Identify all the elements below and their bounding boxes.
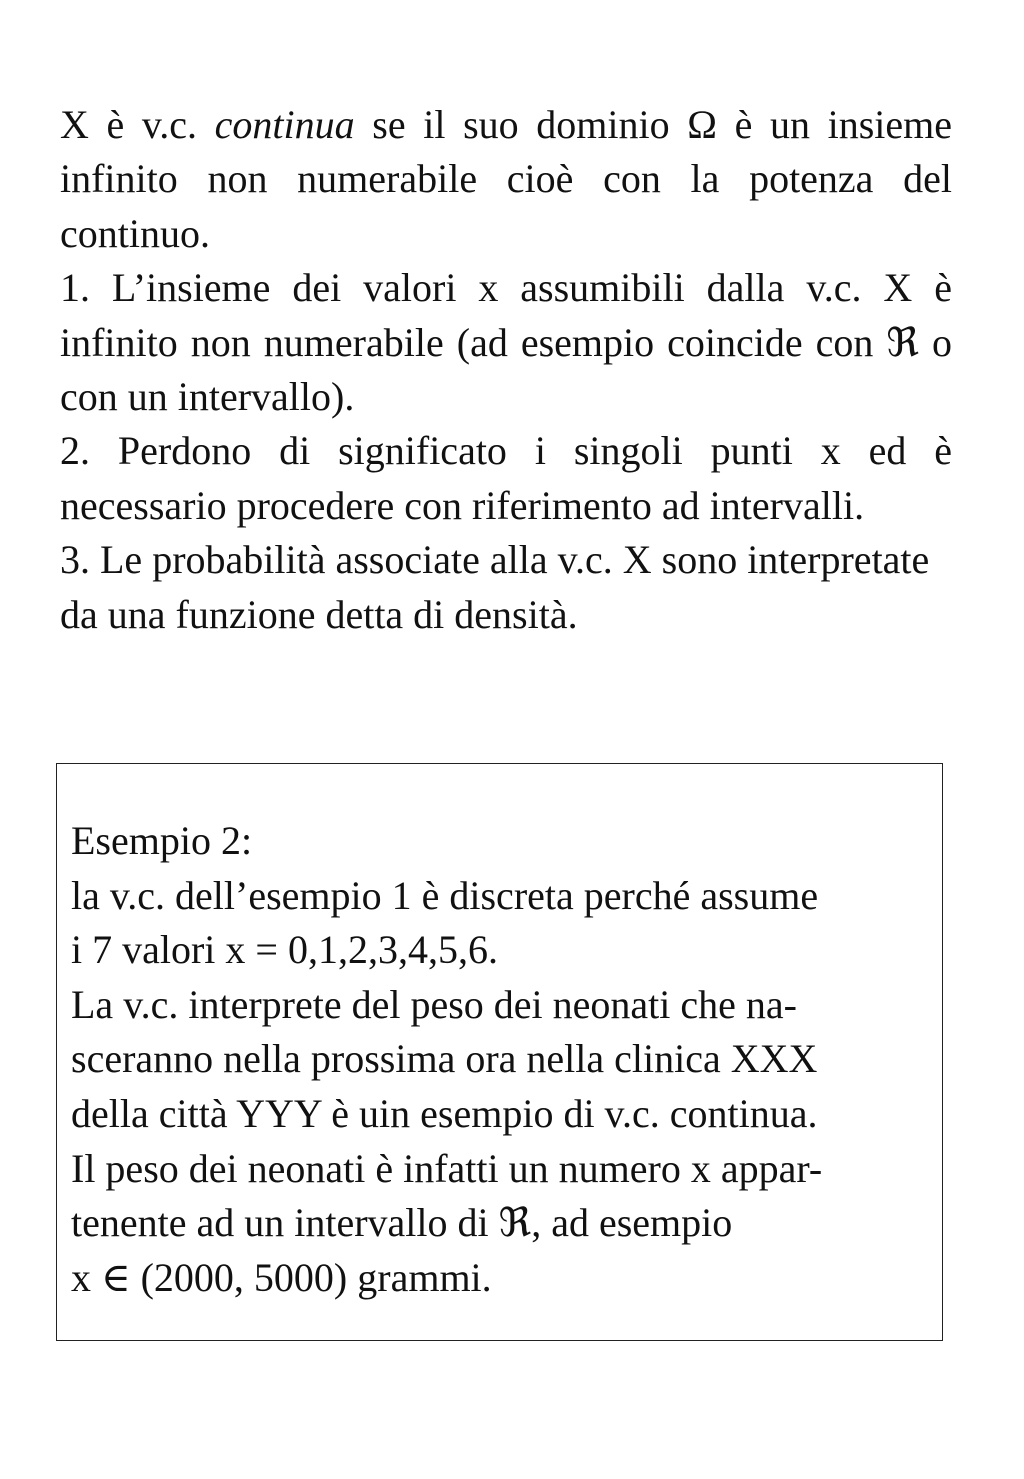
definition-intro-prefix: X è v.c. — [60, 102, 215, 147]
example-line: x ∈ (2000, 5000) grammi. — [71, 1254, 492, 1300]
example-line: sceranno nella prossima ora nella clinica XXX — [71, 1036, 818, 1082]
point-2: 2. Perdono di significato i singoli punti x ed è necessario procedere con riferimento ad intervalli. — [60, 428, 952, 528]
example-line: i 7 valori x = 0,1,2,3,4,5,6. — [71, 927, 498, 973]
point-1: 1. L’insieme dei valori x assumibili dalla v.c. X è infinito non numerabile (ad esempio coincide con ℜ o con un intervallo). — [60, 265, 952, 420]
example-text — [71, 814, 931, 1305]
example-title: Esempio 2: — [71, 818, 253, 863]
example-line: della città YYY è uin esempio di v.c. continua. — [71, 1090, 818, 1136]
definition-intro-suffix: se il suo dominio Ω è un insieme infinito non numerabile cioè con la potenza del continuo. — [60, 102, 952, 256]
example-line: Il peso dei neonati è infatti un numero x appar- — [71, 1145, 823, 1191]
definition-emphasis: continua — [214, 102, 355, 147]
definition-paragraph — [60, 98, 952, 261]
example-line: La v.c. interprete del peso dei neonati che na- — [71, 981, 797, 1027]
example-line: la v.c. dell’esempio 1 è discreta perché assume — [71, 872, 819, 918]
example-line: tenente ad un intervallo di ℜ, ad esempio — [71, 1200, 733, 1246]
point-3: 3. Le probabilità associate alla v.c. X sono interpretate da una funzione detta di densità. — [60, 537, 930, 637]
definition-text-block — [60, 98, 952, 642]
example-box — [56, 763, 943, 1341]
